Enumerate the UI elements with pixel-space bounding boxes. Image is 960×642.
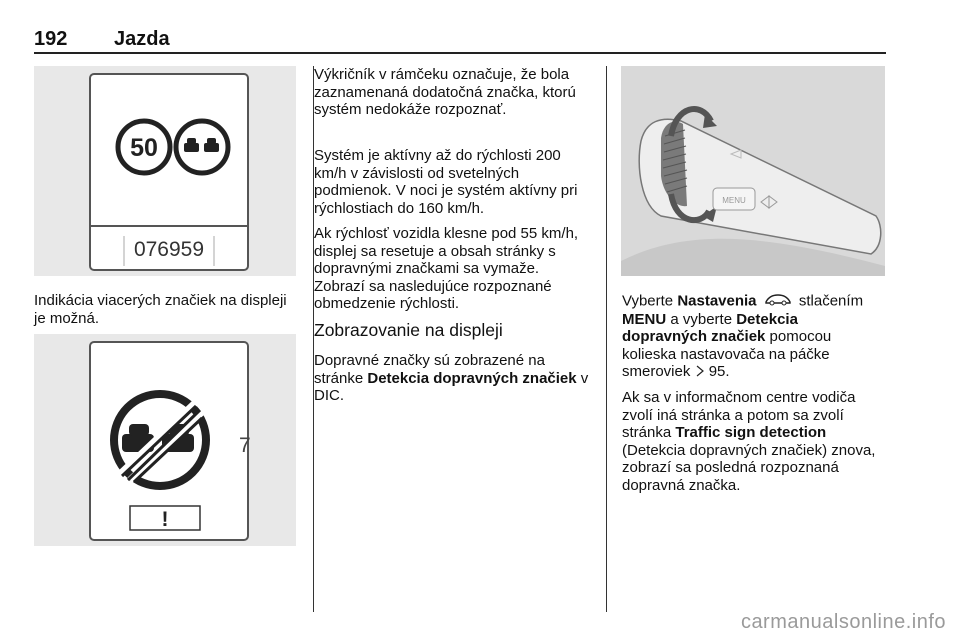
car-icon	[764, 292, 792, 311]
exclamation-mark: !	[161, 508, 169, 531]
p1-bold-detekcia: Detekcia dopravných značiek	[622, 310, 798, 346]
sign-display-illustration	[34, 66, 296, 276]
p1-bold-menu: MENU	[622, 310, 667, 328]
speed-limit-value: 50	[130, 134, 158, 162]
p4-text-1: Dopravné značky sú zobrazené na stránke	[314, 352, 545, 387]
right-paragraph-1	[622, 292, 886, 381]
right-paragraph-2	[622, 389, 886, 495]
p4-bold-page-name: Detekcia dopravných značiek	[367, 369, 577, 387]
p1-text-a-vyberte: a vyberte	[666, 310, 737, 328]
p2-bold-traffic-sign: Traffic sign detection	[675, 424, 827, 442]
header-rule	[34, 52, 886, 54]
p4-text-2: v DIC.	[314, 369, 589, 405]
end-no-overtaking-illustration	[34, 334, 296, 546]
middle-paragraph-1: Výkričník v rámčeku označuje, že bola zaznamenaná dodatočná značka, ktorú systém nedokáže rozpoznať.	[314, 66, 576, 119]
middle-paragraph-4	[314, 352, 590, 405]
middle-paragraph-2: Systém je aktívny až do rýchlosti 200 km/h v závislosti od svetelných podmienok. V noci je systém aktívny pri rýchlostiach do 160 km/h.	[314, 147, 578, 217]
p2-text-2: (Detekcia dopravných značiek) znova, zobrazí sa posledná rozpoznaná dopravná značka.	[622, 441, 876, 494]
column-divider-right	[606, 66, 607, 612]
figure-speed-sign-display	[34, 66, 296, 276]
partial-sign-digit: 7	[239, 434, 251, 457]
middle-paragraph-3: Ak rýchlosť vozidla klesne pod 55 km/h, displej sa resetuje a obsah stránky s dopravnými značkami sa vymaže. Zobrazí sa nasledujúce rozpoznané obmedzenie rýchlosti.	[314, 225, 579, 313]
menu-button-label: MENU	[722, 196, 746, 205]
page-number: 192	[34, 28, 68, 50]
turn-signal-lever-illustration	[621, 66, 885, 276]
p1-page-reference: 95.	[704, 363, 730, 381]
no-overtaking-sign	[176, 121, 228, 173]
p2-text-1: Ak sa v informačnom centre vodiča zvolí iná stránka a potom sa zvolí stránka	[622, 389, 856, 442]
figure-end-no-overtaking-display	[34, 334, 296, 546]
watermark: carmanualsonline.info	[740, 611, 946, 633]
p1-text-pomocou: pomocou kolieska nastavovača na páčke smeroviek	[622, 328, 832, 381]
p1-text-vyberte: Vyberte	[622, 292, 678, 310]
arrow-reference-icon[interactable]	[695, 364, 705, 382]
section-heading: Zobrazovanie na displeji	[314, 320, 503, 340]
p1-text-stlacenim: stlačením	[794, 292, 864, 310]
page-header	[34, 28, 886, 52]
sign-code: 076959	[133, 238, 205, 261]
figure-turn-signal-lever	[621, 66, 885, 276]
section-title: Jazda	[114, 28, 170, 50]
figure1-caption: Indikácia viacerých značiek na displeji je možná.	[34, 292, 287, 327]
p1-bold-nastavenia: Nastavenia	[677, 292, 757, 310]
